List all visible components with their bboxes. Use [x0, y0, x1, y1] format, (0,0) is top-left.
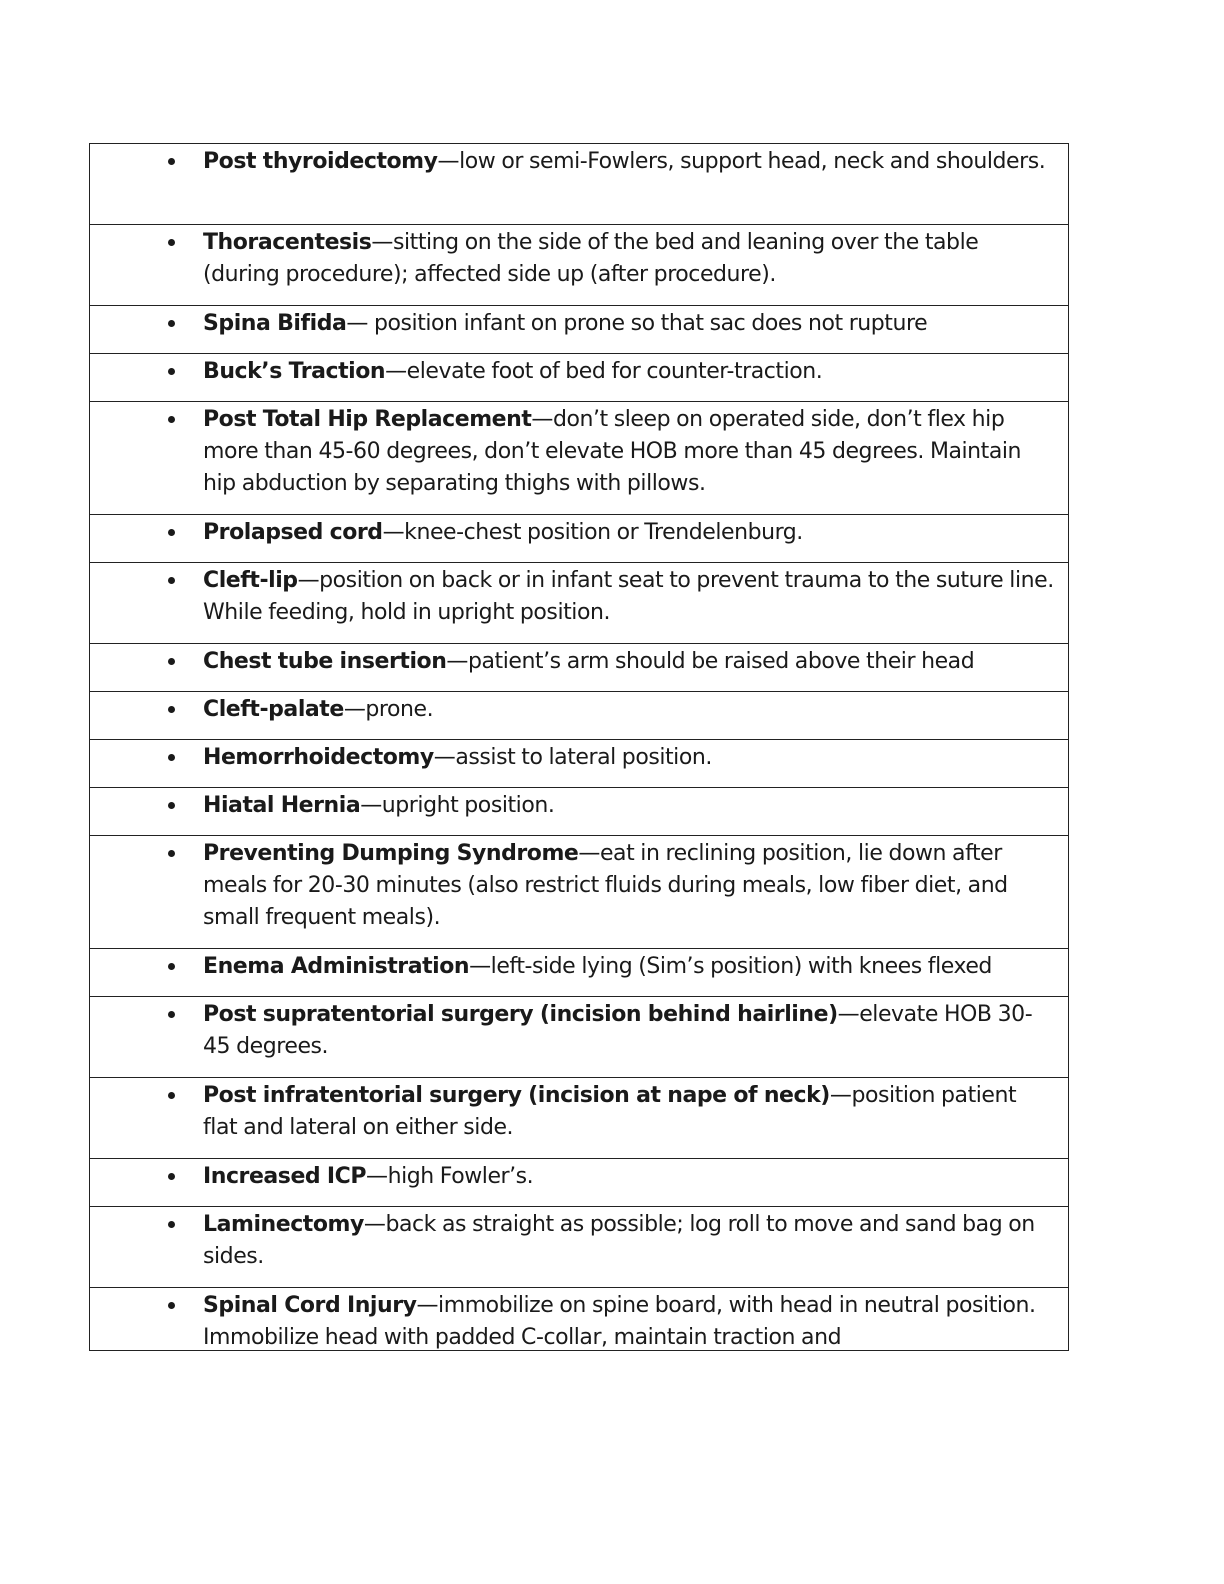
table-row	[90, 1159, 1068, 1207]
row-description: —patient’s arm should be raised above their head	[446, 649, 975, 674]
bullet-icon	[168, 239, 175, 246]
table-row	[90, 644, 1068, 692]
row-term: Spina Bifida	[203, 311, 347, 336]
bullet-icon	[168, 368, 175, 375]
row-description: —don’t sleep on operated side, don’t flex hip more than 45-60 degrees, don’t elevate HOB more than 45 degrees. Maintain hip abduction by separating thighs with pillows.	[203, 407, 1022, 496]
row-description: —upright position.	[360, 793, 555, 818]
row-term: Post Total Hip Replacement	[203, 407, 532, 432]
row-term: Post thyroidectomy	[203, 149, 438, 174]
row-text	[203, 356, 1054, 388]
row-term: Cleft-palate	[203, 697, 344, 722]
bullet-icon	[168, 658, 175, 665]
table-row	[90, 740, 1068, 788]
row-text	[203, 1209, 1054, 1273]
row-term: Post infratentorial surgery (incision at nape of neck)	[203, 1083, 830, 1108]
row-text	[203, 565, 1054, 629]
row-text	[203, 146, 1054, 178]
row-description: —position on back or in infant seat to prevent trauma to the suture line. While feeding, hold in upright position.	[203, 568, 1054, 625]
row-term: Preventing Dumping Syndrome	[203, 841, 579, 866]
bullet-icon	[168, 529, 175, 536]
row-term: Enema Administration	[203, 954, 470, 979]
row-term: Spinal Cord Injury	[203, 1293, 417, 1318]
row-term: Hiatal Hernia	[203, 793, 361, 818]
bullet-icon	[168, 754, 175, 761]
row-description: —low or semi-Fowlers, support head, neck and shoulders.	[437, 149, 1046, 174]
bullet-icon	[168, 1173, 175, 1180]
row-description: —elevate HOB 30-45 degrees.	[203, 1002, 1033, 1059]
table-row	[90, 306, 1068, 354]
bullet-icon	[168, 706, 175, 713]
table-row	[90, 402, 1068, 515]
row-description: —back as straight as possible; log roll to move and sand bag on sides.	[203, 1212, 1035, 1269]
table-row	[90, 949, 1068, 997]
table-row	[90, 144, 1068, 225]
row-text	[203, 1290, 1054, 1351]
row-description: — position infant on prone so that sac does not rupture	[346, 311, 928, 336]
row-description: —assist to lateral position.	[433, 745, 712, 770]
bullet-icon	[168, 1011, 175, 1018]
table-row	[90, 1078, 1068, 1159]
row-term: Increased ICP	[203, 1164, 367, 1189]
row-description: —knee-chest position or Trendelenburg.	[382, 520, 803, 545]
table-row	[90, 1288, 1068, 1351]
bullet-icon	[168, 802, 175, 809]
bullet-icon	[168, 850, 175, 857]
row-text	[203, 404, 1054, 500]
table-row	[90, 997, 1068, 1078]
row-text	[203, 308, 1054, 340]
row-description: —elevate foot of bed for counter-traction.	[385, 359, 823, 384]
positioning-table	[89, 143, 1069, 1351]
row-term: Buck’s Traction	[203, 359, 386, 384]
row-text	[203, 517, 1054, 549]
row-term: Cleft-lip	[203, 568, 298, 593]
bullet-icon	[168, 158, 175, 165]
row-text	[203, 227, 1054, 291]
table-row	[90, 563, 1068, 644]
row-text	[203, 694, 1054, 726]
row-description: —left-side lying (Sim’s position) with knees flexed	[469, 954, 992, 979]
row-term: Chest tube insertion	[203, 649, 447, 674]
row-text	[203, 838, 1054, 934]
row-description: —high Fowler’s.	[366, 1164, 534, 1189]
row-text	[203, 742, 1054, 774]
row-text	[203, 999, 1054, 1063]
row-text	[203, 646, 1054, 678]
row-term: Prolapsed cord	[203, 520, 383, 545]
row-term: Laminectomy	[203, 1212, 364, 1237]
bullet-icon	[168, 963, 175, 970]
table-row	[90, 788, 1068, 836]
bullet-icon	[168, 1221, 175, 1228]
row-term: Thoracentesis	[203, 230, 372, 255]
bullet-icon	[168, 577, 175, 584]
table-row	[90, 515, 1068, 563]
row-term: Hemorrhoidectomy	[203, 745, 434, 770]
bullet-icon	[168, 320, 175, 327]
row-description: —position patient flat and lateral on either side.	[203, 1083, 1017, 1140]
table-row	[90, 836, 1068, 949]
bullet-icon	[168, 1302, 175, 1309]
row-text	[203, 1080, 1054, 1144]
bullet-icon	[168, 1092, 175, 1099]
table-row	[90, 1207, 1068, 1288]
row-description: —immobilize on spine board, with head in neutral position. Immobilize head with padded C-collar, maintain traction and	[203, 1293, 1036, 1350]
row-description: —prone.	[343, 697, 434, 722]
table-row	[90, 692, 1068, 740]
row-text	[203, 790, 1054, 822]
row-text	[203, 1161, 1054, 1193]
table-row	[90, 354, 1068, 402]
row-text	[203, 951, 1054, 983]
table-row	[90, 225, 1068, 306]
row-description: —sitting on the side of the bed and leaning over the table (during procedure); affected side up (after procedure).	[203, 230, 979, 287]
row-description: —eat in reclining position, lie down after meals for 20-30 minutes (also restrict fluids during meals, low fiber diet, and small frequent meals).	[203, 841, 1008, 930]
row-term: Post supratentorial surgery (incision behind hairline)	[203, 1002, 838, 1027]
bullet-icon	[168, 416, 175, 423]
